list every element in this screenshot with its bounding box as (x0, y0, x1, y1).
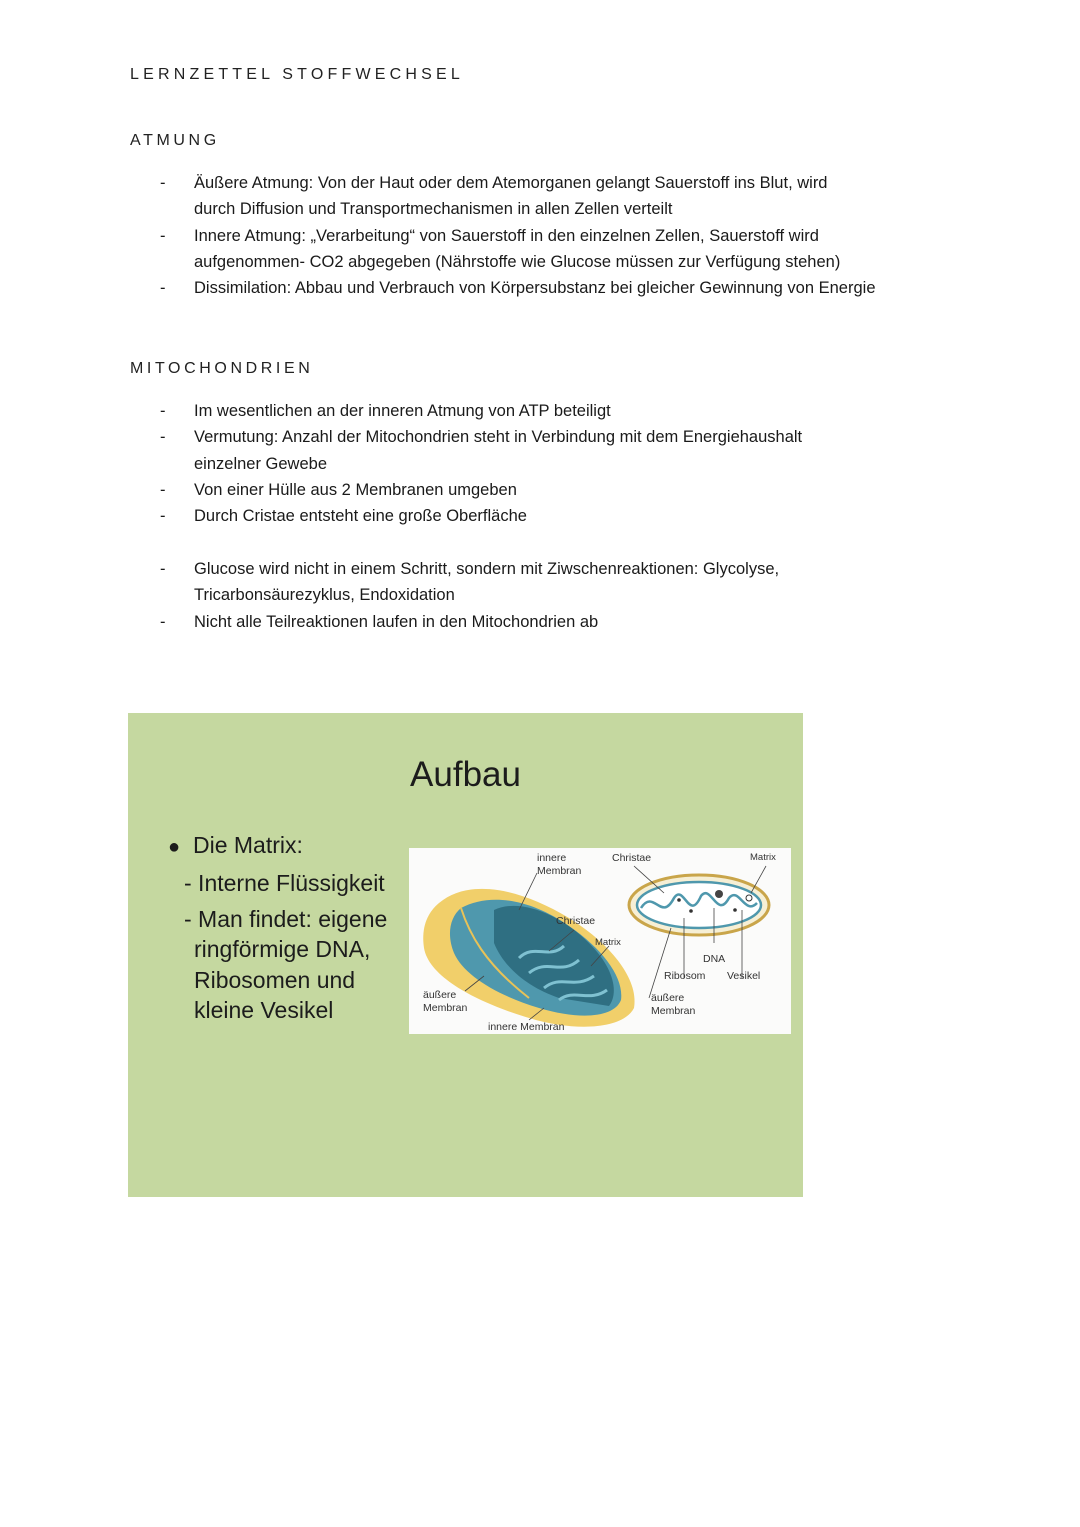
slide-sub-line: kleine Vesikel (194, 996, 334, 1023)
slide-aufbau (128, 713, 803, 1197)
slide-sub-line: - Man findet: eigene (184, 906, 388, 932)
list-item-line: aufgenommen- CO2 abgegeben (Nährstoffe wie Glucose müssen zur Verfügung stehen) (194, 252, 841, 271)
list-item-line: durch Diffusion und Transportmechanismen in allen Zellen verteilt (194, 200, 673, 219)
list-item-line: Von einer Hülle aus 2 Membranen umgeben (194, 480, 517, 499)
label-christae-top: Christae (612, 852, 652, 864)
slide-bullet-dot: ● (168, 836, 181, 858)
label-innere-membran-top-2: Membran (537, 865, 582, 877)
document-title: LERNZETTEL STOFFWECHSEL (130, 66, 464, 83)
list-item (160, 477, 960, 503)
list-item (160, 170, 960, 223)
list-item-line: Tricarbonsäurezyklus, Endoxidation (194, 586, 455, 605)
list-item-line: Äußere Atmung: Von der Haut oder dem Atemorganen gelangt Sauerstoff ins Blut, wird (194, 174, 828, 192)
list-item (160, 275, 960, 301)
list-item-line: Glucose wird nicht in einem Schritt, sondern mit Ziwschenreaktionen: Glycolyse, (194, 560, 780, 578)
list-item (160, 609, 960, 635)
mitochondrien-list-a (160, 398, 960, 529)
label-christae-mid: Christae (556, 915, 596, 927)
label-innere-membran-bottom: innere Membran (488, 1021, 565, 1033)
list-item-line: Nicht alle Teilreaktionen laufen in den Mitochondrien ab (194, 612, 599, 631)
label-aeussere-membran-right-2: Membran (651, 1005, 696, 1017)
mitochondrion-diagram (409, 848, 791, 1034)
list-item-line: Im wesentlichen an der inneren Atmung von ATP beteiligt (194, 402, 611, 420)
slide-sub-line: ringförmige DNA, (194, 936, 371, 963)
list-item-line: Innere Atmung: „Verarbeitung“ von Sauerstoff in den einzelnen Zellen, Sauerstoff wird (194, 226, 819, 245)
label-dna: DNA (703, 953, 726, 965)
label-ribosom: Ribosom (664, 970, 706, 982)
slide-sub-fluessigkeit: - Interne Flüssigkeit (184, 870, 385, 896)
list-item (160, 398, 960, 424)
list-item (160, 223, 960, 276)
list-item-line: Vermutung: Anzahl der Mitochondrien steht in Verbindung mit dem Energiehaushalt (194, 428, 803, 447)
list-item (160, 424, 960, 477)
list-item (160, 556, 960, 609)
slide-bullet-matrix: Die Matrix: (193, 832, 303, 858)
slide-sub-findet (184, 904, 387, 1025)
label-aeussere-membran-left-2: Membran (423, 1002, 468, 1014)
label-matrix-top: Matrix (750, 852, 776, 863)
list-item-line: Durch Cristae entsteht eine große Oberfläche (194, 507, 527, 526)
label-vesikel: Vesikel (727, 970, 761, 982)
mitochondrien-list-b (160, 556, 960, 635)
list-item-line: einzelner Gewebe (194, 454, 327, 473)
slide-title: Aufbau (410, 755, 521, 794)
atmung-list (160, 170, 960, 301)
label-innere-membran-top-1: innere (537, 852, 567, 864)
list-item (160, 503, 960, 529)
slide-sub-line: Ribosomen und (194, 966, 356, 993)
label-matrix-mid: Matrix (595, 937, 621, 948)
mitochondrion-cross-section (629, 875, 769, 935)
section-heading-mitochondrien: MITOCHONDRIEN (130, 360, 314, 377)
label-aeussere-membran-left-1: äußere (423, 989, 457, 1001)
section-heading-atmung: ATMUNG (130, 132, 220, 149)
label-aeussere-membran-right-1: äußere (651, 992, 685, 1004)
list-item-line: Dissimilation: Abbau und Verbrauch von Körpersubstanz bei gleicher Gewinnung von Energie (194, 279, 876, 298)
